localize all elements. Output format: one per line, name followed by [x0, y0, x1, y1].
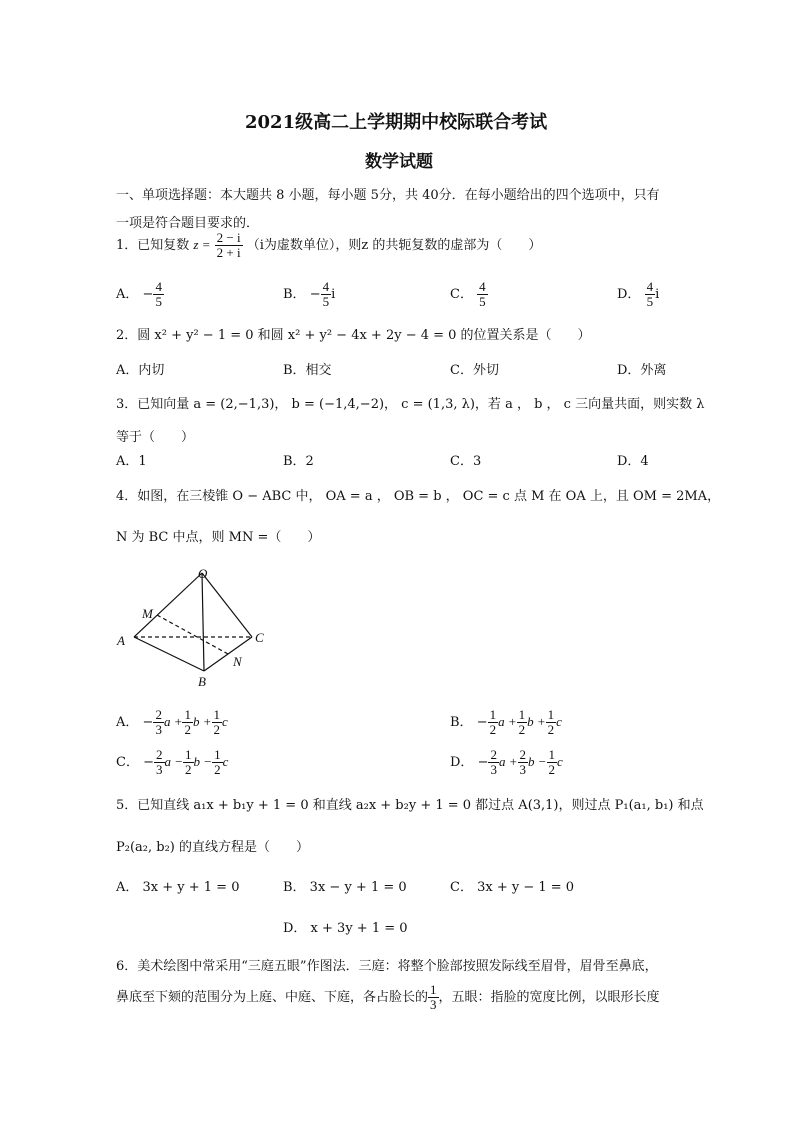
q4-b-t0: −: [476, 715, 488, 730]
edge-bc: [204, 637, 252, 671]
edge-oc: [202, 573, 252, 637]
section-heading-line2: 一项是符合题目要求的．: [116, 216, 260, 231]
q4-d-d2: 3: [519, 762, 527, 777]
edge-oa: [134, 573, 202, 637]
q4-a-t0: −: [142, 715, 154, 730]
q4-b-label: B．: [450, 715, 473, 730]
q1-d-num: 4: [646, 279, 654, 294]
edge-ab: [134, 637, 204, 671]
q5-option-b: B． 3x − y + 1 = 0: [283, 880, 407, 895]
q3-option-c: C．3: [450, 454, 482, 469]
q4-c-t1: a −: [164, 754, 184, 769]
q4-option-a: [116, 708, 228, 737]
q4-b-d1: 2: [489, 722, 497, 737]
q4-b-t3: c: [556, 714, 562, 729]
q6-line2-a: 鼻底至下颏的范围分为上庭、中庭、下庭，各占脸长的: [116, 990, 429, 1005]
question-5-line2: P₂(a₂, b₂) 的直线方程是（ ）: [116, 840, 309, 855]
q2-option-b: B．相交: [283, 363, 332, 378]
question-4-line2: N 为 BC 中点，则 MN =（ ）: [116, 530, 321, 545]
q4-b-n2: 1: [518, 707, 526, 722]
q1-a-num: 4: [155, 279, 162, 294]
q1-fraction: [215, 231, 243, 260]
q4-c-t3: c: [222, 754, 229, 769]
q6-frac-num: 1: [430, 982, 437, 997]
q4-d-t0: −: [477, 755, 489, 770]
q4-d-t1: a +: [498, 754, 518, 769]
q3-option-b: B．2: [283, 454, 314, 469]
segment-mn: [157, 615, 228, 654]
q1-a-den: 5: [155, 294, 162, 309]
q1-den: 2 + i: [216, 245, 241, 260]
q6-frac-den: 3: [430, 997, 437, 1012]
question-5-line1: 5．已知直线 a₁x + b₁y + 1 = 0 和直线 a₂x + b₂y + 1 = 0 都过点 A(3,1)，则过点 P₁(a₁, b₁) 和点: [116, 798, 704, 813]
label-m: M: [142, 606, 153, 621]
q1-b-num: 4: [322, 279, 330, 294]
question-3-line2: 等于（ ）: [116, 430, 195, 445]
q4-c-d1: 3: [156, 762, 163, 777]
q4-b-n1: 1: [489, 707, 497, 722]
q1-c-label: C．: [450, 287, 473, 302]
q4-a-d1: 3: [155, 722, 162, 737]
section-heading-line1: 一、单项选择题：本大题共 8 小题，每小题 5分，共 40分．在每小题给出的四个选项中，只有: [116, 188, 660, 203]
q1-b-den: 5: [322, 294, 330, 309]
q4-d-label: D．: [450, 755, 474, 770]
q2-option-d: D．外离: [617, 363, 667, 378]
q4-a-n1: 2: [155, 707, 162, 722]
question-2: 2．圆 x² + y² − 1 = 0 和圆 x² + y² − 4x + 2y − 4 = 0 的位置关系是（ ）: [116, 328, 591, 343]
label-n: N: [233, 654, 242, 669]
q4-d-t2: b −: [528, 754, 547, 769]
label-a: A: [117, 633, 125, 648]
q4-d-n3: 1: [548, 747, 556, 762]
q1-suffix: （i为虚数单位），则z 的共轭复数的虚部为（ ）: [246, 238, 542, 253]
q3-option-a: A．1: [116, 454, 147, 469]
q4-b-t2: b +: [527, 714, 546, 729]
q4-b-t1: a +: [498, 714, 517, 729]
q1-d-label: D．: [617, 287, 641, 302]
q4-c-d2: 2: [185, 762, 192, 777]
q4-d-d1: 3: [490, 762, 497, 777]
q4-c-d3: 2: [214, 762, 221, 777]
q4-b-d2: 2: [518, 722, 526, 737]
q4-c-n3: 1: [214, 747, 221, 762]
q6-line2-b: ，五眼：指脸的宽度比例，以眼形长度: [438, 990, 660, 1005]
q4-a-t1: a +: [163, 714, 183, 729]
question-1: [116, 231, 541, 260]
q4-d-n2: 2: [519, 747, 527, 762]
q1-c-den: 5: [479, 294, 486, 309]
q4-option-d: [450, 748, 563, 777]
q4-a-n2: 1: [184, 707, 191, 722]
q1-d-i: i: [655, 287, 660, 302]
question-3-line1: 3．已知向量 a = (2,−1,3)， b = (−1,4,−2)， c = (1,3, λ)，若 a ， b ， c 三向量共面，则实数 λ: [116, 397, 705, 412]
question-6-line2: [116, 983, 660, 1012]
q1-option-d: [617, 280, 659, 309]
q4-option-b: [450, 708, 562, 737]
q4-a-n3: 1: [213, 707, 220, 722]
q1-option-c: [450, 280, 488, 309]
question-4-line1: 4．如图，在三棱锥 O − ABC 中， OA = a ， OB = b ， OC = c 点 M 在 OA 上，且 OM = 2MA，: [116, 489, 721, 504]
q4-c-n2: 1: [185, 747, 192, 762]
label-o: O: [198, 566, 208, 581]
q1-b-minus: −: [309, 287, 321, 302]
q5-option-c: C． 3x + y − 1 = 0: [450, 880, 575, 895]
q4-c-n1: 2: [156, 747, 163, 762]
page-title: 2021级高二上学期期中校际联合考试: [245, 112, 548, 133]
q4-d-n1: 2: [490, 747, 497, 762]
label-b: B: [198, 674, 206, 689]
q4-a-t3: c: [222, 714, 228, 729]
q4-c-label: C．: [116, 755, 139, 770]
q1-c-num: 4: [479, 279, 486, 294]
q1-a-minus: −: [142, 287, 154, 302]
q4-d-t3: c: [557, 754, 563, 769]
label-c: C: [255, 630, 264, 645]
q1-option-a: [116, 280, 164, 309]
q1-option-b: [283, 280, 335, 309]
tetrahedron-diagram: [112, 565, 277, 690]
q4-a-label: A．: [116, 715, 139, 730]
page-subtitle: 数学试题: [365, 152, 433, 172]
q5-option-d: D． x + 3y + 1 = 0: [283, 921, 408, 936]
q2-option-c: C．外切: [450, 363, 499, 378]
q1-prefix: 1．已知复数: [116, 238, 190, 253]
q4-b-d3: 2: [547, 722, 555, 737]
q4-option-c: [116, 748, 228, 777]
q4-a-d2: 2: [184, 722, 191, 737]
q5-option-a: A． 3x + y + 1 = 0: [116, 880, 240, 895]
q1-b-label: B．: [283, 287, 306, 302]
q4-c-t0: −: [143, 755, 154, 770]
q1-b-i: i: [331, 287, 336, 302]
q1-z: z =: [193, 237, 211, 252]
q1-num: 2 − i: [216, 230, 241, 245]
q4-d-d3: 2: [548, 762, 556, 777]
q4-c-t2: b −: [193, 754, 213, 769]
q4-a-d3: 2: [213, 722, 220, 737]
q6-fraction: [428, 983, 439, 1012]
q4-b-n3: 1: [547, 707, 555, 722]
q4-a-t2: b +: [192, 714, 212, 729]
edge-ob: [202, 573, 204, 671]
q1-a-label: A．: [116, 287, 139, 302]
q2-option-a: A．内切: [116, 363, 165, 378]
q1-d-den: 5: [646, 294, 654, 309]
question-6-line1: 6．美术绘图中常采用“三庭五眼”作图法．三庭：将整个脸部按照发际线至眉骨，眉骨至鼻底，: [116, 959, 658, 974]
q3-option-d: D．4: [617, 454, 649, 469]
